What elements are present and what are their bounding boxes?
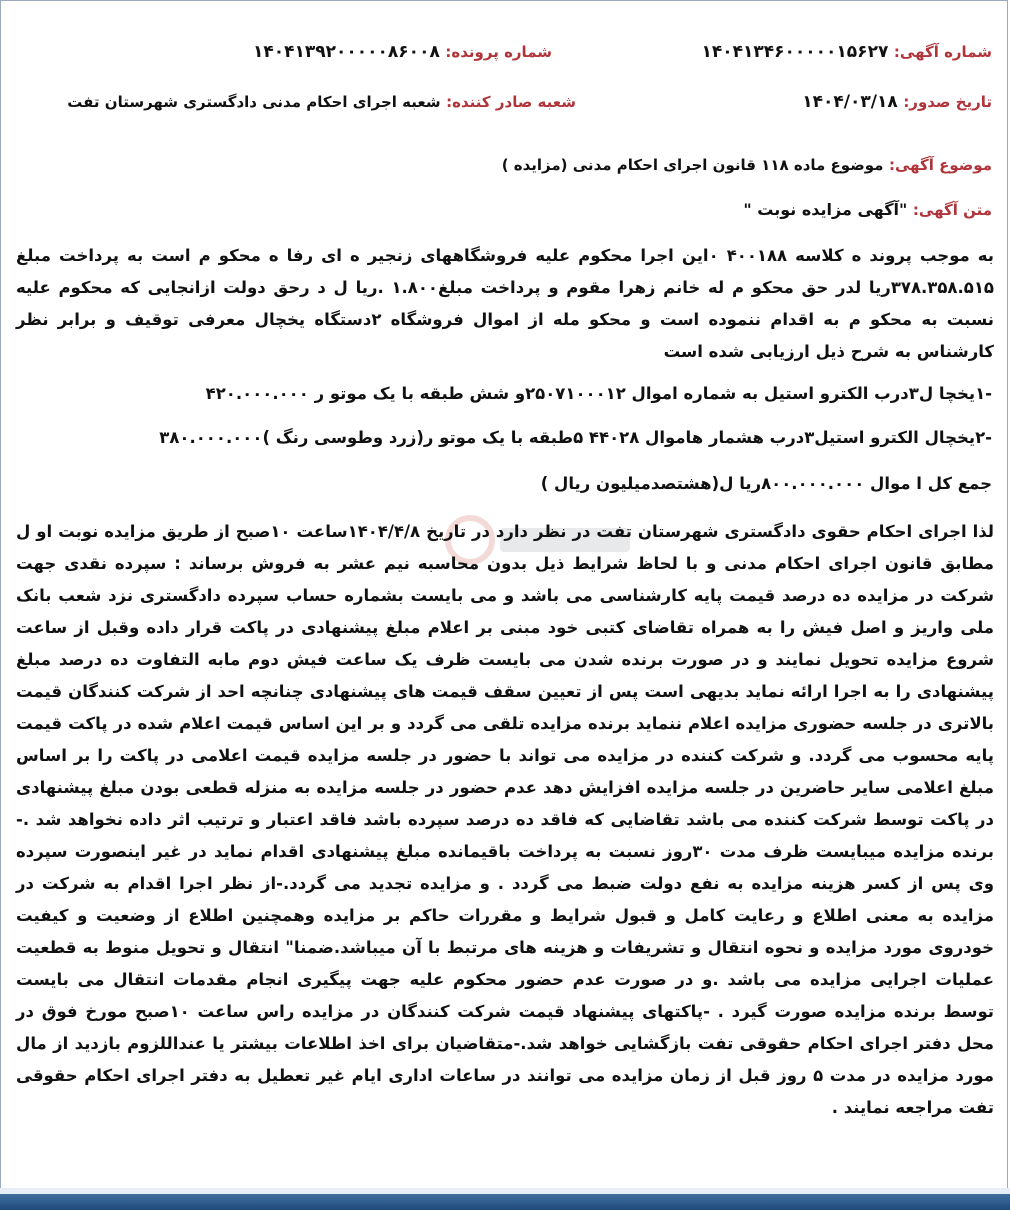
ad-number-label: شماره آگهی: — [893, 43, 992, 61]
item-1: -۱یخچا ل۳درب الکترو استیل به شماره اموال ۲۵۰۷۱۰۰۰۱۲و شش طبقه با یک موتو ر ۴۲۰.۰۰۰.۰۰۰ — [205, 384, 992, 403]
issuer-value: شعبه اجرای احکام مدنی دادگستری شهرستان تفت — [67, 93, 441, 111]
text-title-row — [743, 200, 992, 219]
issue-date-value: ۱۴۰۴/۰۳/۱۸ — [802, 92, 898, 112]
item-2: -۲یخچال الکترو استیل۳درب هشمار هاموال ۴۴۰۲۸ ۵طبقه با یک موتو ر(زرد وطوسی رنگ )۳۸۰.۰۰۰.۰۰۰ — [159, 428, 992, 447]
subject-row — [502, 155, 992, 174]
conditions-paragraph: لذا اجرای احکام حقوی دادگستری شهرستان تفت در نظر دارد در تاریخ ۱۴۰۴/۴/۸ساعت ۱۰صبح از طریق مزایده نوبت او ل مطابق قانون اجرای احکام مدنی و با لحاظ شرایط ذیل بدون محاسبه نیم عشر به فروش برساند : سپرده نقدی جهت شرکت در مزایده ده درصد قیمت پایه کارشناسی می باشد و می بایست بشماره حساب سپرده دادگستری نزد شعب بانک ملی واریز و اصل فیش را به همراه تقاضای کتبی خود مبنی بر اعلام مبلغ پیشنهادی در پاکت قرار داده وقبل از ساعت شروع مزایده تحویل نمایند و در صورت برنده شدن می بایست ظرف یک ساعت فیش دوم مابه التفاوت ده درصد مبلغ پیشنهادی را به اجرا ارائه نماید بدیهی است پس از تعیین سقف قیمت های پیشنهادی چنانچه احد از شرکت کنندگان قیمت بالاتری در جلسه حضوری مزایده اعلام ننماید برنده مزایده تلقی می گردد و بر این اساس قیمت اعلام شده در پاکت قیمت پایه محسوب می گردد. و شرکت کننده در مزایده می تواند با حضور در جلسه مزایده قیمت اعلامی در پاکت را بر اساس مبلغ اعلامی سایر حاضرین در جلسه مزایده افزایش دهد عدم حضور در جلسه مزایده به منزله قطعی بودن مبلغ پیشنهادی در پاکت توسط شرکت کننده می باشد تقاضایی که فاقد ده درصد سپرده باشد فاقد اعتبار و ترتیب اثر داده نخواهد شد .-برنده مزایده میبایست ظرف مدت ۳۰روز نسبت به پرداخت باقیمانده مبلغ پیشنهادی اقدام نماید در غیر اینصورت سپرده وی پس از کسر هزینه مزایده به نفع دولت ضبط می گردد . و مزایده تجدید می گردد.-از نظر اجرا اقدام به شرکت در مزایده به معنی اطلاع و رعایت کامل و قبول شرایط و مقررات حاکم بر مزایده وهمچنین اطلاع از وضعیت و کیفیت خودروی مورد مزایده و نحوه انتقال و تشریفات و هزینه های مرتبط با آن میباشد.ضمنا" انتقال و تحویل منوط به قطعیت عملیات اجرایی مزایده می باشد .و در صورت عدم حضور محکوم علیه جهت پیگیری انجام مقدمات انتقال می بایست توسط برنده مزایده صورت گیرد . -پاکتهای پیشنهاد قیمت شرکت کنندگان در مزایده راس ساعت ۱۰صبح مورخ فوق در محل دفتر اجرای احکام حقوقی تفت بازگشایی خواهد شد.-متقاضیان برای اخذ اطلاعات بیشتر یا عنداللزوم بازدید از مال مورد مزایده در مدت ۵ روز قبل از زمان مزایده می توانند در ساعات اداری ایام غیر تعطیل به دفتر اجرای احکام حقوقی تفت مراجعه نمایند . — [16, 522, 994, 1117]
text-label: متن آگهی: — [912, 201, 992, 219]
bottom-bar — [0, 1194, 1010, 1210]
case-number-label: شماره پرونده: — [445, 43, 552, 61]
issuer-label: شعبه صادر کننده: — [446, 93, 576, 111]
intro-paragraph: به موجب پروند ه کلاسه ۴۰۰۱۸۸ ۰این اجرا محکوم علیه فروشگاههای زنجیر ه ای رفا ه محکو م است به پرداخت مبلغ ۳۷۸.۳۵۸.۵۱۵ریا لدر حق محکو م له خانم زهرا مقوم و پرداخت مبلغ۱.۸۰۰ .ریا ل د رحق دولت ازانجایی که محکوم علیه نسبت به محکو م به اقدام ننموده است و محکو مله از اموال فروشگاه ۲دستگاه یخچال معرفی توقیف و برابر نظر کارشناس به شرح ذیل ارزیابی شده است — [16, 246, 994, 361]
subject-value: موضوع ماده ۱۱۸ قانون اجرای احکام مدنی (مزایده ) — [501, 156, 884, 174]
subject-label: موضوع آگهی: — [888, 156, 992, 174]
issue-date-label: تاریخ صدور: — [903, 93, 992, 111]
case-number-value: ۱۴۰۴۱۳۹۲۰۰۰۰۰۸۶۰۰۸ — [253, 42, 440, 62]
issuer-row — [67, 92, 576, 111]
case-number-row — [253, 42, 552, 62]
text-title: "آگهی مزایده نوبت " — [743, 200, 908, 219]
total-line: جمع کل ا موال ۸۰۰.۰۰۰.۰۰۰ریا ل(هشتصدمیلیون ریال ) — [540, 474, 992, 493]
issue-date-row — [802, 92, 992, 112]
ad-number-row — [702, 42, 992, 62]
ad-number-value: ۱۴۰۴۱۳۴۶۰۰۰۰۰۱۵۶۲۷ — [701, 42, 889, 62]
